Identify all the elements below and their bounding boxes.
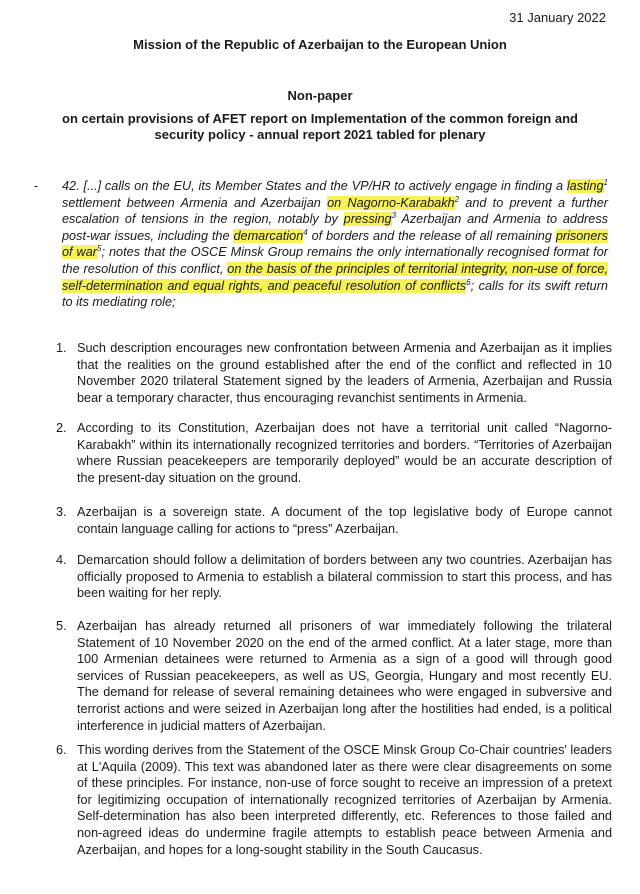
quoted-paragraph <box>34 177 609 311</box>
highlight-principles: on the basis of the principles of territorial integrity, non-use of force, self-determination and equal rights, and peaceful resolution of conflicts <box>62 261 608 293</box>
document-subtitle: on certain provisions of AFET report on Implementation of the common foreign and security policy - annual report 2021 tabled for plenary <box>62 111 578 142</box>
point-text: Demarcation should follow a delimitation of borders between any two countries. Azerbaijan has officially proposed to Armenia to establish a bilateral commission to start this process, and has been waiting for her reply. <box>77 553 612 601</box>
highlight-prisoners-of-war: prisoners of war <box>62 228 608 260</box>
quote-text: and to prevent a further escalation of tensions in the region, notably by <box>62 195 608 227</box>
footnote-ref: 2 <box>454 194 460 204</box>
point-number: 6. <box>56 743 67 757</box>
point-text: Azerbaijan has already returned all prisoners of war immediately following the trilateral Statement of 10 November 2020 on the end of the armed conflict. At a later stage, more than 100 Armenian detainees were returned to Armenia as a sign of a good will through good services of Russian peacekeepers, as well as US, Georgia, Hungary and most recently EU. The demand for release of several remaining detainees who were engaged in subversive and terrorist actions and were seized in Azerbaijan long after the hostilities had ended, is a political interference in judicial matters of Azerbaijan. <box>77 619 612 733</box>
point-item <box>56 552 612 602</box>
highlight-lasting: lasting <box>566 179 604 193</box>
quote-text: Azerbaijan and Armenia to address post-war issues, including the <box>62 212 609 243</box>
footnote-ref: 4 <box>303 227 308 237</box>
point-item <box>56 340 612 406</box>
point-text: According to its Constitution, Azerbaijan does not have a territorial unit called “Nagorno-Karabakh” within its internationally recognized territories and borders. “Territories of Azerbaijan where Russian peacekeepers are temporarily deployed” would be an accurate description of the present-day situation on the ground. <box>77 421 612 485</box>
quote-text: settlement between Armenia and Azerbaijan <box>62 195 328 210</box>
point-item <box>56 420 612 486</box>
quote-text: of borders and the release of all remaining <box>307 228 556 243</box>
mission-heading: Mission of the Republic of Azerbaijan to the European Union <box>133 37 507 52</box>
point-text: Such description encourages new confrontation between Armenia and Azerbaijan as it implies that the realities on the ground established after the end of the conflict and reflected in 10 November 2020 trilateral Statement signed by the leaders of Armenia, Azerbaijan and Russia bear a temporary character, thus encouraging revanchist sentiments in Armenia. <box>77 341 612 405</box>
highlight-demarcation: demarcation <box>233 228 304 243</box>
document-title: Non-paper <box>287 88 353 103</box>
point-number: 4. <box>56 553 67 567</box>
footnote-ref: 6 <box>466 277 471 287</box>
quote-text: 42. [...] calls on the EU, its Member States and the VP/HR to actively engage in finding a <box>62 179 567 193</box>
point-number: 3. <box>56 505 67 519</box>
highlight-nagorno-karabakh: on Nagorno-Karabakh <box>327 195 455 210</box>
point-text: This wording derives from the Statement of the OSCE Minsk Group Co-Chair countries' leaders at L'Aquila (2009). This text was abandoned later as there were clear disagreements on some of these principles. For instance, non-use of force sought to receive an impression of a pretext for legitimizing occupation of internationally recognized territories of Azerbaijan by Armenia. Self-determination has also been interpreted differently, etc. References to those failed and non-agreed ideas do undermine fragile attempts to establish peace between Armenia and Azerbaijan, and hopes for a long-sought stability in the South Caucasus. <box>77 743 612 857</box>
highlight-pressing: pressing <box>343 212 392 227</box>
quote-bullet: - <box>34 179 39 193</box>
point-item <box>56 742 612 858</box>
quote-text: ; notes that the OSCE Minsk Group remains the only internationally recognised format for the resolution of this conflict, <box>62 245 608 276</box>
point-number: 1. <box>56 341 67 355</box>
document-date: 31 January 2022 <box>509 10 606 25</box>
footnote-ref: 3 <box>391 210 397 220</box>
point-text: Azerbaijan is a sovereign state. A document of the top legislative body of Europe cannot contain language calling for actions to “press” Azerbaijan. <box>77 505 612 536</box>
point-item <box>56 504 612 537</box>
footnote-ref: 5 <box>97 244 102 254</box>
footnote-ref: 1 <box>603 177 608 187</box>
point-number: 2. <box>56 421 67 435</box>
point-item <box>56 618 612 734</box>
quote-text: ; calls for its swift return to its mediating role; <box>62 278 608 310</box>
point-number: 5. <box>56 619 67 633</box>
